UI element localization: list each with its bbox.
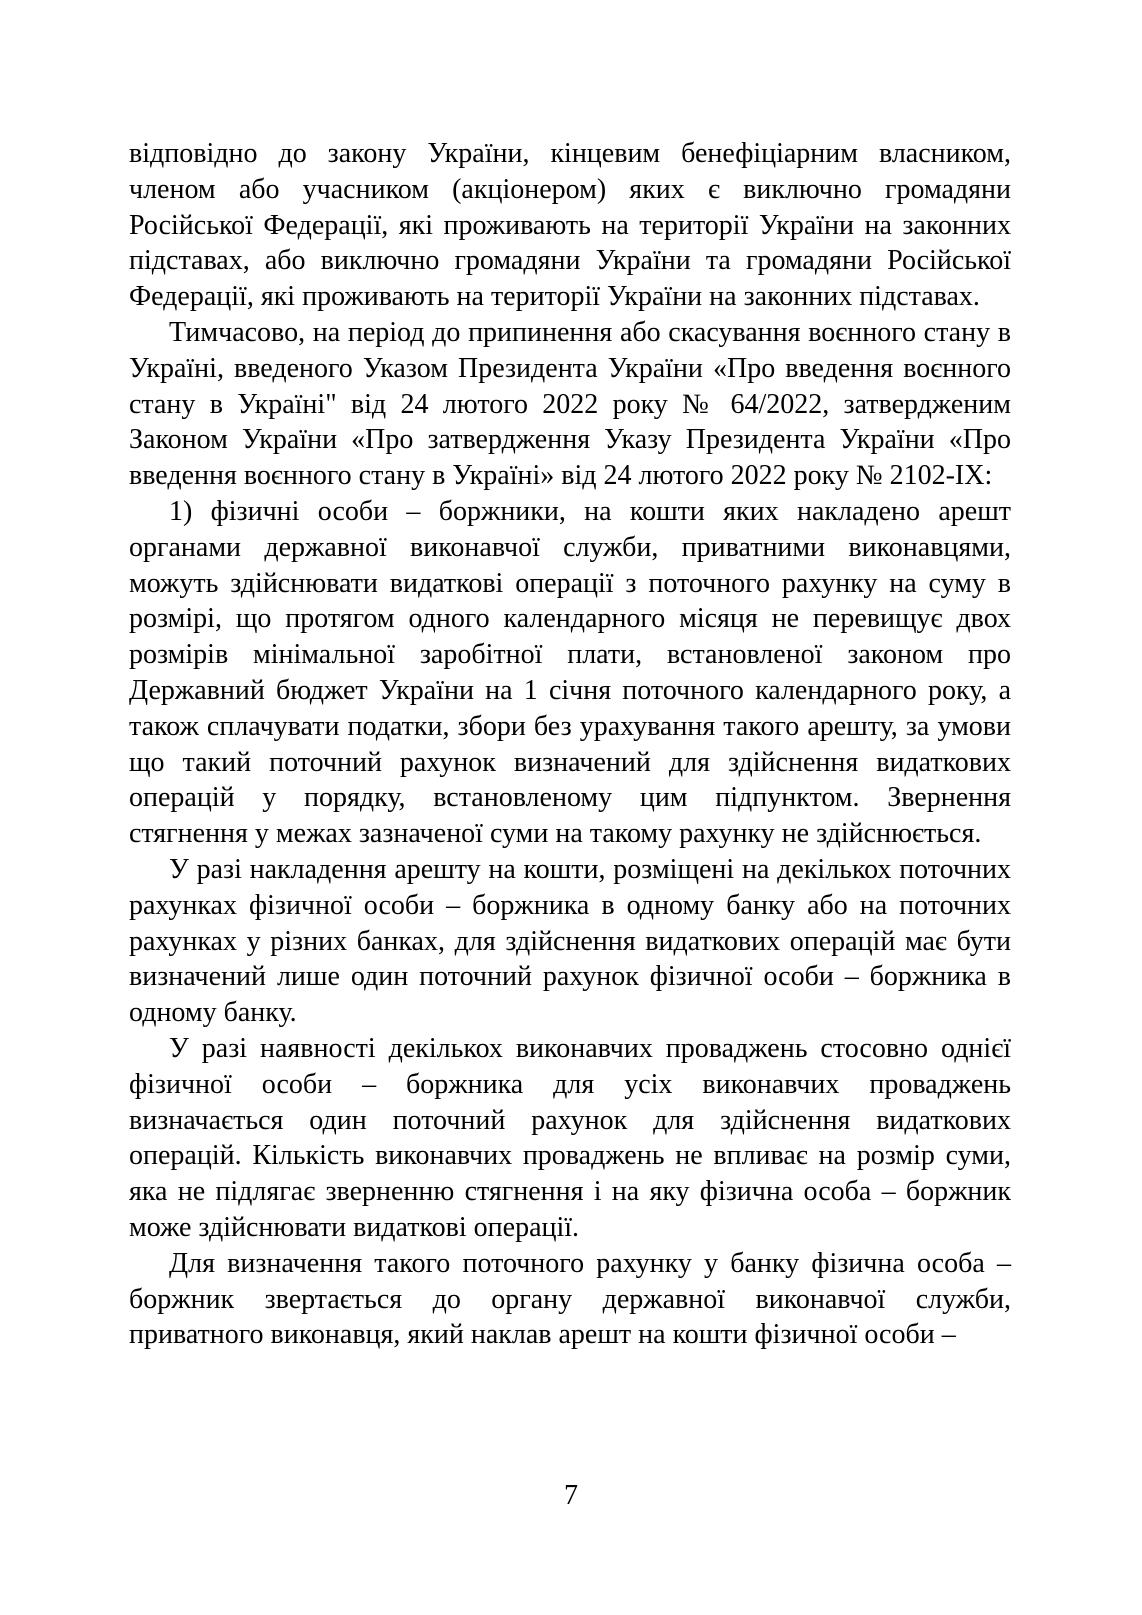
paragraph: Тимчасово, на період до припинення або скасування воєнного стану в Україні, введеного Указом Президента України «Про введення воєнного стану в Україні" від 24 лютого 2022 року № 64/2022, затвердженим Законом України «Про затвердження Указу Президента України «Про введення воєнного стану в Україні» від 24 лютого 2022 року № 2102-IX:	[129, 316, 1011, 492]
paragraph: У разі накладення арешту на кошти, розміщені на декількох поточних рахунках фізичної особи – боржника в одному банку або на поточних рахунках у різних банках, для здійснення видаткових операцій має бути визначений лише один поточний рахунок фізичної особи – боржника в одному банку.	[129, 853, 1011, 1029]
document-body	[129, 136, 1011, 1353]
paragraph: 1) фізичні особи – боржники, на кошти яких накладено арешт органами державної виконавчої служби, приватними виконавцями, можуть здійснювати видаткові операції з поточного рахунку на суму в розмірі, що протягом одного календарного місяця не перевищує двох розмірів мінімальної заробітної плати, встановленої законом про Державний бюджет України на 1 січня поточного календарного року, а також сплачувати податки, збори без урахування такого арешту, за умови що такий поточний рахунок визначений для здійснення видаткових операцій у порядку, встановленому цим підпунктом. Звернення стягнення у межах зазначеної суми на такому рахунку не здійснюється.	[129, 495, 1011, 850]
page-number: 7	[564, 1480, 578, 1511]
paragraph: У разі наявності декількох виконавчих проваджень стосовно однієї фізичної особи – боржника для усіх виконавчих проваджень визначається один поточний рахунок для здійснення видаткових операцій. Кількість виконавчих проваджень не впливає на розмір суми, яка не підлягає зверненню стягнення і на яку фізична особа – боржник може здійснювати видаткові операції.	[129, 1032, 1011, 1243]
paragraph: відповідно до закону України, кінцевим бенефіціарним власником, членом або учасником (акціонером) яких є виключно громадяни Російської Федерації, які проживають на території України на законних підставах, або виключно громадяни України та громадяни Російської Федерації, які проживають на території України на законних підставах.	[129, 138, 1011, 313]
paragraph: Для визначення такого поточного рахунку у банку фізична особа – боржник звертається до органу державної виконавчої служби, приватного виконавця, який наклав арешт на кошти фізичної особи –	[129, 1247, 1011, 1351]
